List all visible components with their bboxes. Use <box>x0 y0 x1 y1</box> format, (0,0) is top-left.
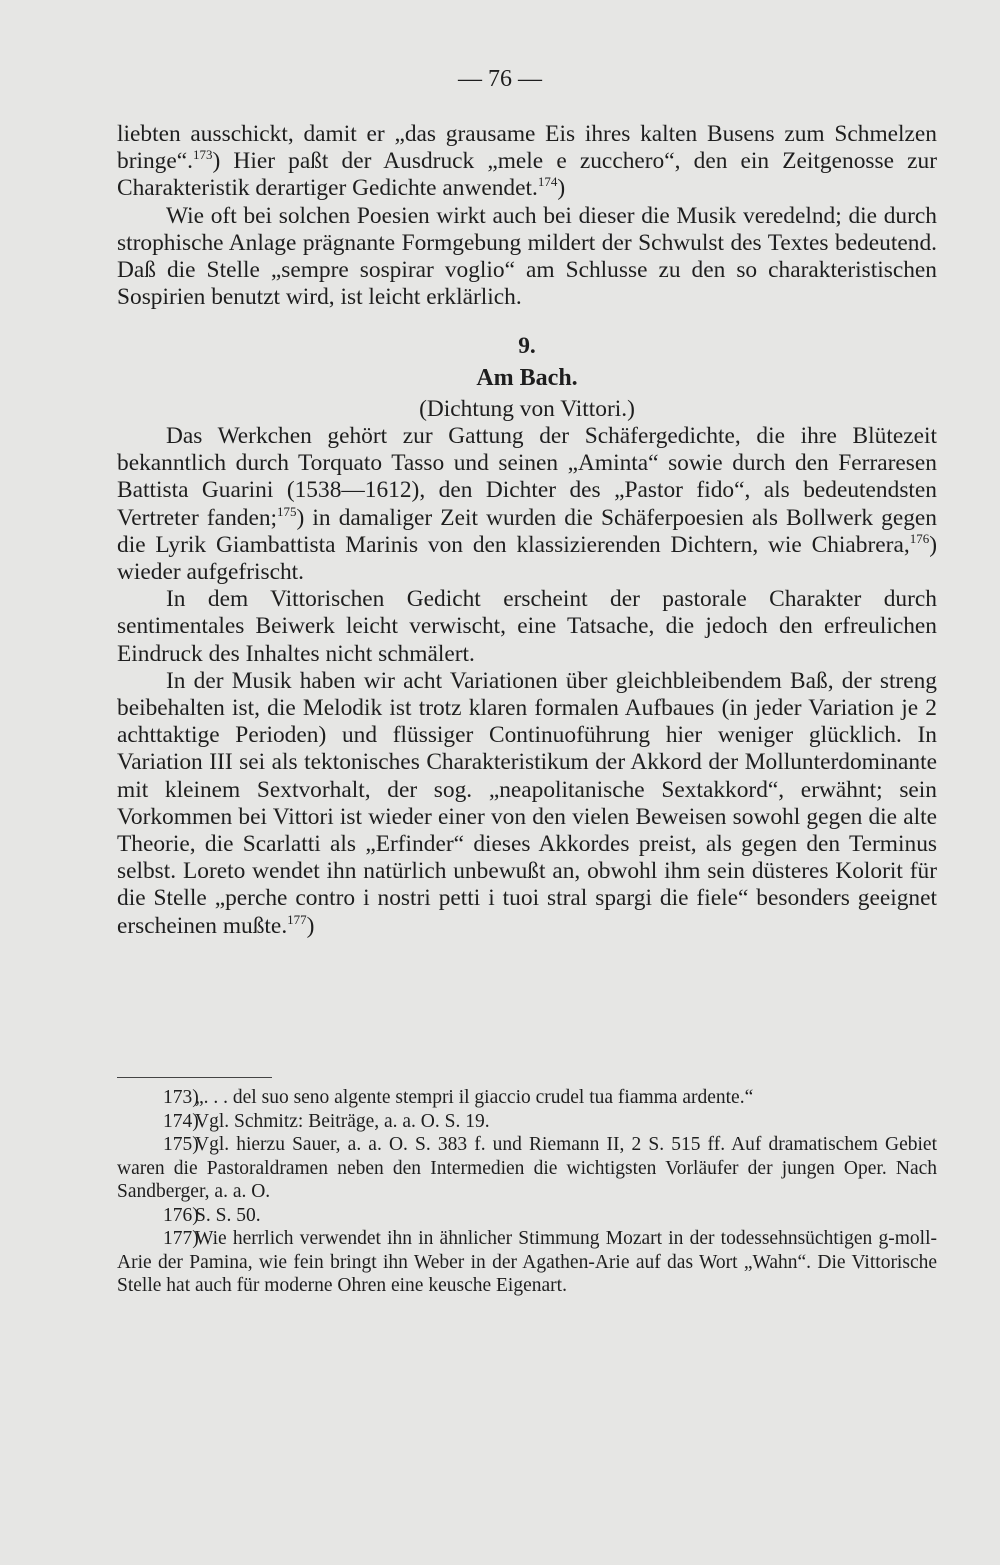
paragraph: Das Werkchen gehört zur Gattung der Schäfergedichte, die ihre Blütezeit bekanntlich durch Torquato Tasso und seinen „Aminta“ sowie durch den Ferraresen Battista Guarini (1538—1612), den Dichter des „Pastor fido“, als bedeutendsten Vertreter fanden;$^{175}$) in damaliger Zeit wurden die Schäferpoesien als Bollwerk gegen die Lyrik Giambattista Marinis von den klassizierenden Dichtern, wie Chiabrera,$^{176}$) wieder aufgefrischt. <box>117 423 937 586</box>
section-title: Am Bach. <box>476 364 578 391</box>
footnote-ref: 174 <box>537 174 558 190</box>
page-number: — 76 — <box>458 66 542 92</box>
footnote: 177)Wie herrlich verwendet ihn in ähnlicher Stimmung Mozart in der todessehnsüchtigen g-moll-Arie der Pamina, wie fein bringt ihn Weber in der Agathen-Arie auf das Wort „Wahn“. Die Vittorische Stelle hat auch für moderne Ohren eine keusche Eigenart. <box>117 1228 937 1296</box>
paragraph: liebten ausschickt, damit er „das grausame Eis ihres kalten Busens zum Schmelzen bringe“.$^{173}$) Hier paßt der Ausdruck „mele e zucchero“, den ein Zeitgenosse zur Charakteristik derartiger Gedichte anwendet.$^{174}$) <box>117 121 937 202</box>
footnote-mark: 176) <box>163 1204 199 1226</box>
footnote: 175)Vgl. hierzu Sauer, a. a. O. S. 383 f. und Riemann II, 2 S. 515 ff. Auf dramatischem Gebiet waren die Pastoraldramen neben den Intermedien die wichtigsten Vorläufer der jungen Oper. Nach Sandberger, a. a. O. <box>117 1134 937 1202</box>
section-subtitle: (Dichtung von Vittori.) <box>419 395 635 422</box>
paragraph: Wie oft bei solchen Poesien wirkt auch bei dieser die Musik veredelnd; die durch strophische Anlage prägnante Formgebung mildert der Schwulst des Textes bedeutend. Daß die Stelle „sempre sospirar voglio“ am Schlusse zu den so charakteristischen Sospirien benutzt wird, ist leicht erklärlich. <box>117 202 937 311</box>
footnote-ref: 176 <box>909 531 930 547</box>
footnote-mark: 177) <box>163 1228 199 1249</box>
footnote-ref: 173 <box>193 147 213 163</box>
section-number: 9. <box>518 333 536 360</box>
footnote: 174)Vgl. Schmitz: Beiträge, a. a. O. S. 19. <box>163 1110 490 1132</box>
main-text <box>117 121 937 940</box>
footnote-divider <box>117 1077 272 1078</box>
footnote-ref: 177 <box>287 911 307 927</box>
paragraph: In der Musik haben wir acht Variationen über gleichbleibendem Baß, der streng beibehalten ist, die Melodik ist trotz klaren formalen Aufbaues (in jeder Variation je 2 achttaktige Perioden) und flüssiger Continuoführung hier weniger glücklich. In Variation III sei als tektonisches Charakteristikum der Akkord der Mollunterdominante mit kleinem Sextvorhalt, der sog. „neapolitanische Sextakkord“, erwähnt; sein Vorkommen bei Vittori ist wieder einer von den vielen Beweisen sowohl gegen die alte Theorie, die Scarlatti als „Erfinder“ dieses Akkordes preist, als gegen den Terminus selbst. Loreto wendet ihn natürlich unbewußt an, obwohl ihm sein düsteres Kolorit für die Stelle „perche contro i nostri petti i tuoi stral spargi die fiele“ besonders geeignet erscheinen mußte.$^{177}$) <box>117 667 937 939</box>
footnote-mark: 174) <box>163 1110 199 1132</box>
footnote-mark: 175) <box>163 1134 199 1155</box>
footnote-mark: 173) <box>163 1087 199 1108</box>
footnote: 173)„. . . del suo seno algente stempri il giaccio crudel tua fiamma ardente.“ <box>163 1087 754 1108</box>
paragraph: In dem Vittorischen Gedicht erscheint der pastorale Charakter durch sentimentales Beiwerk leicht verwischt, eine Tatsache, die jedoch den erfreulichen Eindruck des Inhaltes nicht schmälert. <box>117 586 937 667</box>
footnote-ref: 175 <box>277 503 297 519</box>
footnotes <box>117 1086 937 1298</box>
footnote: 176)S. S. 50. <box>163 1204 261 1226</box>
